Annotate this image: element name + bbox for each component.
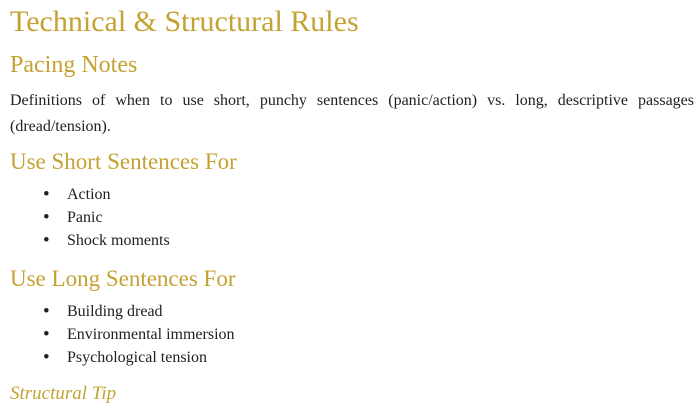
long-sentences-list xyxy=(10,300,694,369)
list-item-label: Environmental immersion xyxy=(67,326,235,343)
section-heading-pacing-notes: Pacing Notes xyxy=(10,52,138,78)
bullet-icon: • xyxy=(43,301,50,322)
bullet-icon: • xyxy=(43,347,50,368)
list-item xyxy=(10,300,694,323)
list-item-label: Building dread xyxy=(67,303,163,320)
list-item-label: Psychological tension xyxy=(67,349,207,366)
list-item xyxy=(10,183,694,206)
pacing-definition-paragraph: Definitions of when to use short, punchy sentences (panic/action) vs. long, descriptive passages (dread/tension). xyxy=(10,92,694,135)
list-item-label: Action xyxy=(67,186,111,203)
bullet-icon: • xyxy=(43,184,50,205)
bullet-icon: • xyxy=(43,207,50,228)
bullet-icon: • xyxy=(43,230,50,251)
list-item-label: Shock moments xyxy=(67,232,170,249)
bullet-icon: • xyxy=(43,324,50,345)
list-item xyxy=(10,323,694,346)
section-heading-short-sentences: Use Short Sentences For xyxy=(10,149,237,174)
list-item xyxy=(10,346,694,369)
short-sentences-list xyxy=(10,183,694,252)
list-item xyxy=(10,229,694,252)
page-title: Technical & Structural Rules xyxy=(10,5,359,38)
tip-heading: Structural Tip xyxy=(10,383,117,404)
section-heading-long-sentences: Use Long Sentences For xyxy=(10,266,236,291)
list-item xyxy=(10,206,694,229)
list-item-label: Panic xyxy=(67,209,103,226)
